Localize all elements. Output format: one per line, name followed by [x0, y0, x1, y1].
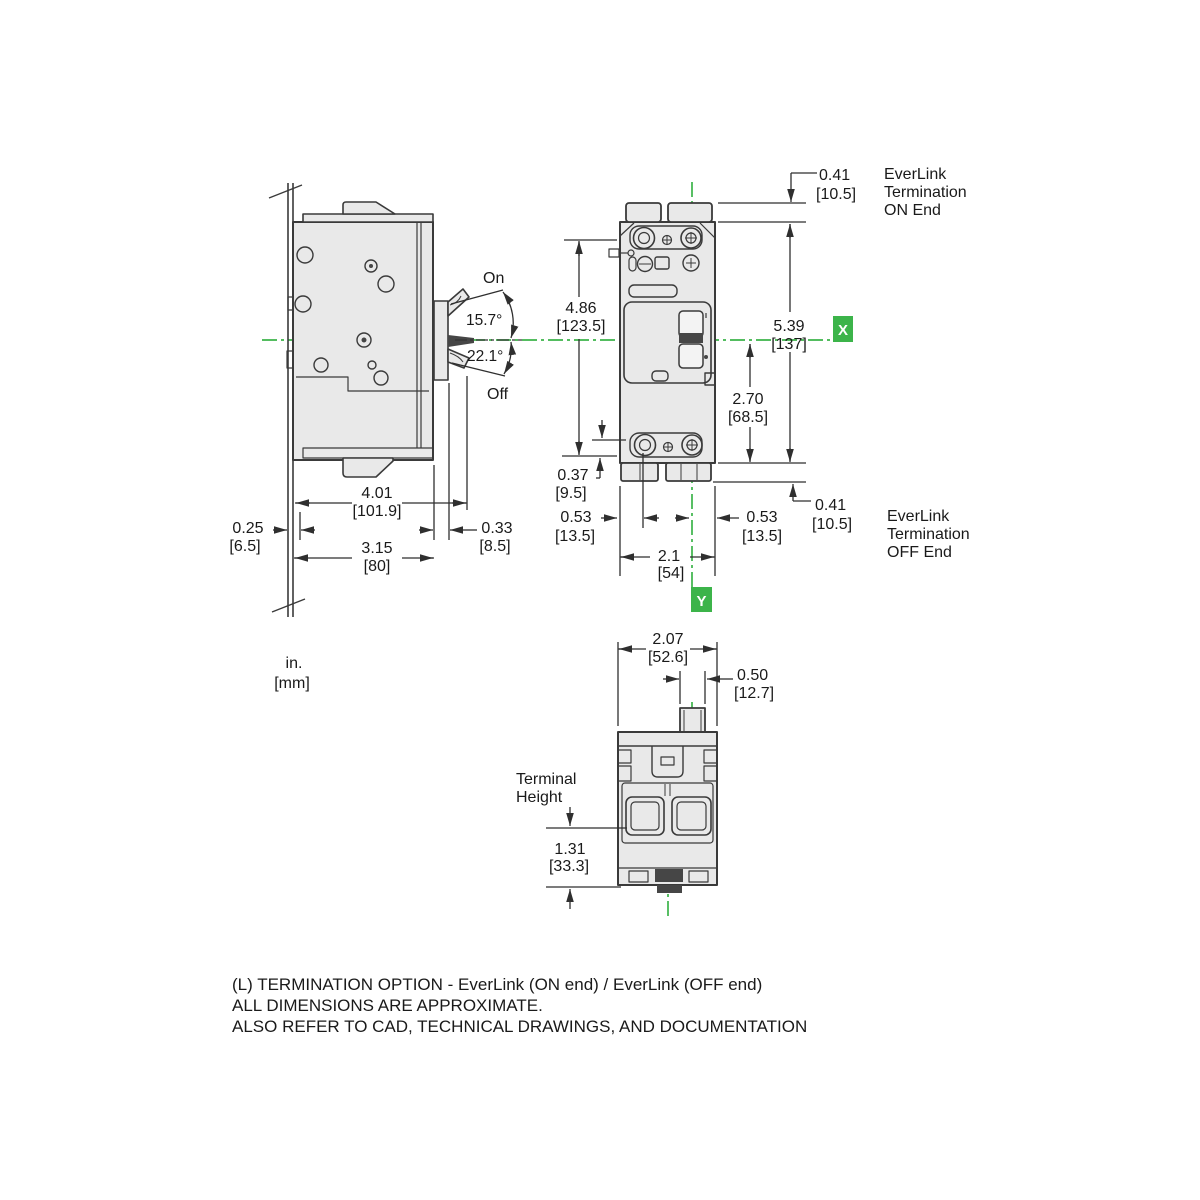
- dim-screw-to-base-in: 0.37: [557, 467, 589, 484]
- din-clip: [655, 869, 683, 882]
- dim-screw-to-base-mm: [9.5]: [555, 485, 587, 502]
- callout-on-end: [884, 166, 967, 219]
- dim-depth-overall-in: 4.01: [361, 485, 393, 502]
- y-marker-label: Y: [696, 593, 707, 610]
- dim-termination-on-mm: [10.5]: [816, 186, 857, 203]
- dim-center-to-edge-in: 0.53: [746, 509, 778, 526]
- toggle-grip: [679, 333, 703, 343]
- terminal-height-label-line2: Height: [516, 789, 563, 806]
- dim-mounting-span-mm: [123.5]: [556, 318, 606, 335]
- handle-on-angle: 15.7°: [466, 312, 503, 329]
- dim-termination-on-in: 0.41: [819, 167, 851, 184]
- dim-terminal-height-mm: [33.3]: [548, 858, 590, 875]
- terminal-tab-on-left: [626, 203, 661, 222]
- handle-mid: [448, 335, 474, 347]
- x-marker-label: X: [837, 322, 849, 339]
- note-line-2: ALL DIMENSIONS ARE APPROXIMATE.: [232, 996, 543, 1015]
- front-view: [609, 203, 715, 481]
- callout-on-line1: EverLink: [884, 166, 947, 183]
- end-body: [618, 732, 717, 885]
- dim-center-to-base-in: 2.70: [732, 391, 764, 408]
- handle-off-label: Off: [487, 386, 509, 403]
- dim-width-mm: [54]: [657, 565, 685, 582]
- bottom-mounting-tab: [343, 458, 393, 477]
- dim-panel-thickness-in: 0.25: [232, 520, 264, 537]
- note-line-3: ALSO REFER TO CAD, TECHNICAL DRAWINGS, AND DOCUMENTATION: [232, 1017, 808, 1036]
- callout-on-line3: ON End: [884, 202, 941, 219]
- dim-termination-off-mm: [10.5]: [812, 516, 853, 533]
- handle-on-label: On: [483, 270, 505, 287]
- dim-terminal-height-in: 1.31: [554, 841, 586, 858]
- dim-overall-height-in: 5.39: [773, 318, 805, 335]
- top-mounting-tab: [343, 202, 395, 214]
- dim-panel-thickness-mm: [6.5]: [229, 538, 261, 555]
- side-latch: [609, 249, 619, 257]
- dim-handle-width-mm: [12.7]: [734, 685, 775, 702]
- break-line-top: [269, 185, 302, 198]
- terminal-tab-on-right: [668, 203, 712, 222]
- units-inches: in.: [285, 655, 303, 672]
- dim-bottom-width-mm: [52.6]: [647, 649, 689, 666]
- callout-on-line2: Termination: [884, 184, 967, 201]
- dim-handle-projection-mm: [8.5]: [479, 538, 511, 555]
- dim-termination-off-in: 0.41: [815, 497, 847, 514]
- dim-depth-overall-mm: [101.9]: [352, 503, 402, 520]
- note-line-1: (L) TERMINATION OPTION - EverLink (ON end) / EverLink (OFF end): [232, 975, 763, 994]
- dim-center-to-edge-mm: [13.5]: [741, 528, 783, 545]
- dim-center-to-base-mm: [68.5]: [727, 409, 769, 426]
- dim-edge-to-screw-mm: [13.5]: [554, 528, 596, 545]
- terminal-height-label-line1: Terminal: [516, 771, 577, 788]
- dim-handle-width-in: 0.50: [737, 667, 769, 684]
- side-body: [287, 202, 433, 477]
- dim-width-in: 2.1: [657, 548, 681, 565]
- callout-off-line1: EverLink: [887, 508, 950, 525]
- callout-off-end: [887, 508, 970, 561]
- top-lip: [303, 214, 433, 222]
- units-key: [274, 655, 310, 692]
- handle-off-angle: 22.1°: [467, 348, 504, 365]
- dim-overall-height-mm: [137]: [771, 336, 807, 353]
- din-clip-foot: [657, 885, 682, 893]
- dim-depth-behind-panel-in: 3.15: [361, 540, 393, 557]
- units-millimeters: [mm]: [274, 675, 310, 692]
- dim-bottom-width-in: 2.07: [652, 631, 684, 648]
- side-view: [229, 183, 522, 617]
- drawing-notes: [232, 975, 807, 1036]
- callout-off-line3: OFF End: [887, 544, 952, 561]
- bottom-view: [618, 708, 717, 893]
- terminal-tab-off-right: [666, 463, 711, 481]
- dim-edge-to-screw-in: 0.53: [560, 509, 592, 526]
- dim-handle-projection-in: 0.33: [481, 520, 513, 537]
- handle-base: [434, 301, 448, 380]
- callout-off-line2: Termination: [887, 526, 970, 543]
- dim-mounting-span-in: 4.86: [565, 300, 597, 317]
- dim-depth-behind-panel-mm: [80]: [363, 558, 391, 575]
